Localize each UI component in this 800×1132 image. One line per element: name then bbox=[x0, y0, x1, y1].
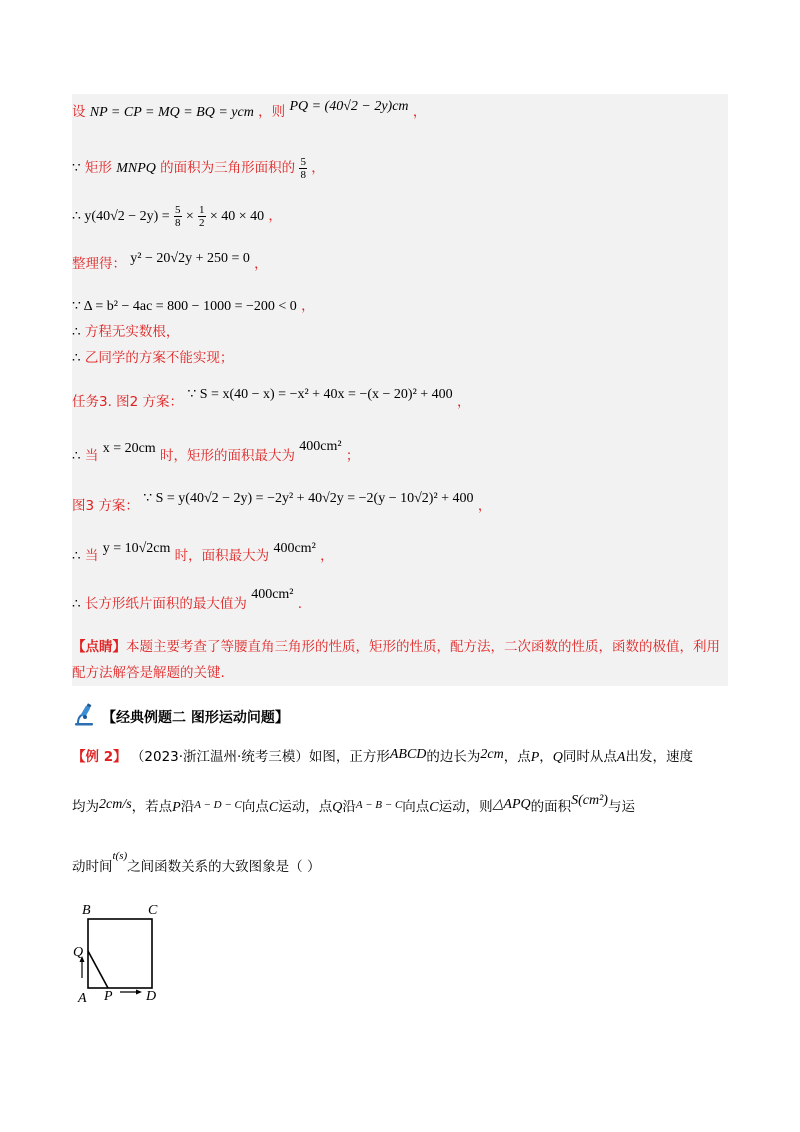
point-label: Q bbox=[552, 750, 563, 765]
therefore-symbol: ∴ bbox=[72, 448, 81, 464]
text: ，则 bbox=[258, 104, 286, 120]
point-label: Q bbox=[332, 800, 343, 815]
text: （2023·浙江温州·统考三模）如图，正方形 bbox=[130, 749, 390, 765]
numerator: 5 bbox=[175, 204, 181, 216]
square-abcd bbox=[88, 919, 152, 988]
text: 沿 bbox=[180, 799, 195, 815]
section-heading bbox=[72, 702, 289, 732]
point-label: P bbox=[530, 750, 540, 765]
math-expression: 400cm² bbox=[299, 439, 342, 454]
text: ， bbox=[320, 548, 334, 564]
text: 运动，点 bbox=[278, 799, 333, 815]
therefore-symbol: ∴ bbox=[72, 596, 81, 612]
text: 当 bbox=[84, 448, 99, 464]
text: ，若点 bbox=[131, 799, 173, 815]
numerator: 1 bbox=[199, 204, 205, 216]
because-symbol: ∵ bbox=[72, 160, 81, 176]
label-d: D bbox=[146, 989, 157, 1004]
solution-line-3 bbox=[72, 204, 282, 229]
math-expression: x = 20cm bbox=[102, 441, 156, 456]
point-label: A bbox=[616, 750, 626, 765]
math-expression: ∵ Δ = b² − 4ac = 800 − 1000 = −200 < 0 bbox=[72, 299, 297, 314]
text: 乙同学的方案不能实现； bbox=[84, 350, 234, 366]
text: 动时间 bbox=[72, 859, 113, 875]
math-expression: MNPQ bbox=[116, 161, 156, 176]
text: . bbox=[297, 596, 303, 612]
label-q: Q bbox=[73, 945, 84, 960]
solution-panel bbox=[72, 94, 728, 686]
math-expression: ∵ S = y(40√2 − 2y) = −2y² + 40√2y = −2(y − 10√2)² + 400 bbox=[143, 491, 474, 506]
label-b: B bbox=[82, 903, 91, 918]
solution-line-7 bbox=[72, 348, 233, 368]
text: 任务3. 图2 方案： bbox=[72, 394, 184, 410]
text: ， bbox=[456, 394, 471, 410]
math-expression: A − B − C bbox=[355, 799, 403, 811]
denominator: 2 bbox=[199, 217, 205, 229]
text: 当 bbox=[84, 548, 99, 564]
text: ， bbox=[539, 749, 553, 765]
text: 的面积 bbox=[530, 799, 572, 815]
text: ， bbox=[477, 498, 492, 514]
arrow-right-icon bbox=[136, 990, 142, 995]
text: 的边长为 bbox=[426, 749, 481, 765]
text: ， bbox=[311, 160, 325, 176]
therefore-symbol: ∴ bbox=[72, 548, 81, 564]
text: ，点 bbox=[503, 749, 531, 765]
text: 均为 bbox=[72, 799, 99, 815]
solution-line-9 bbox=[72, 439, 360, 467]
text: 矩形 bbox=[84, 160, 112, 176]
fraction bbox=[299, 156, 307, 181]
solution-line-4 bbox=[72, 251, 268, 275]
math-expression: 400cm² bbox=[273, 541, 316, 556]
text: 方程无实数根， bbox=[84, 324, 180, 340]
fraction bbox=[174, 204, 182, 229]
times-symbol: × bbox=[185, 209, 194, 224]
text: ； bbox=[345, 448, 360, 464]
math-expression: 2cm/s bbox=[99, 797, 132, 812]
therefore-symbol: ∴ bbox=[72, 324, 81, 340]
math-expression: A − D − C bbox=[194, 799, 242, 811]
denominator: 8 bbox=[175, 217, 181, 229]
solution-line-8 bbox=[72, 387, 471, 413]
math-expression: 2cm bbox=[480, 747, 504, 762]
problem-line-1 bbox=[72, 746, 693, 769]
text: 同时从点 bbox=[562, 749, 617, 765]
text: 向点 bbox=[241, 799, 269, 815]
math-expression: t(s) bbox=[112, 850, 128, 862]
microscope-icon bbox=[72, 703, 96, 731]
text: 沿 bbox=[342, 799, 356, 815]
solution-line-11 bbox=[72, 541, 334, 567]
text: 长方形纸片面积的最大值为 bbox=[84, 596, 247, 612]
point-label: P bbox=[172, 800, 181, 815]
square-figure bbox=[72, 898, 172, 1012]
math-expression: 400cm² bbox=[251, 587, 294, 602]
math-expression: y² − 20√2y + 250 = 0 bbox=[130, 251, 250, 266]
math-expression: PQ = (40√2 − 2y)cm bbox=[289, 99, 409, 114]
text: 与运 bbox=[607, 799, 635, 815]
label-p: P bbox=[104, 989, 113, 1004]
label-a: A bbox=[78, 991, 87, 1006]
math-expression: ABCD bbox=[389, 747, 427, 762]
math-expression: × 40 × 40 bbox=[209, 209, 265, 224]
key-point-tag: 【点睛】 bbox=[72, 639, 126, 655]
example-tag: 【例 2】 bbox=[72, 749, 127, 765]
math-expression: NP = CP = MQ = BQ = ycm bbox=[89, 105, 254, 120]
text: 时，面积最大为 bbox=[174, 548, 270, 564]
key-point-note bbox=[72, 634, 728, 686]
text: ， bbox=[412, 104, 427, 120]
key-point-text: 本题主要考查了等腰直角三角形的性质，矩形的性质，配方法，二次函数的性质，函数的极值，利用配方法解答是解题的关键. bbox=[72, 639, 720, 681]
fraction bbox=[198, 204, 206, 229]
point-label: C bbox=[429, 800, 439, 815]
math-expression: ∵ S = x(40 − x) = −x² + 40x = −(x − 20)² + 400 bbox=[187, 387, 453, 402]
text: 整理得： bbox=[72, 256, 126, 272]
numerator: 5 bbox=[300, 156, 306, 168]
solution-line-6 bbox=[72, 322, 179, 342]
text: 运动，则 bbox=[438, 799, 493, 815]
text: 出发，速度 bbox=[625, 749, 693, 765]
text: ， bbox=[268, 208, 282, 224]
text: ， bbox=[254, 256, 268, 272]
label-c: C bbox=[148, 903, 158, 918]
section-title: 【经典例题二 图形运动问题】 bbox=[102, 710, 289, 726]
therefore-symbol: ∴ bbox=[72, 350, 81, 366]
problem-line-3 bbox=[72, 850, 321, 879]
math-expression: S(cm²) bbox=[571, 793, 608, 808]
point-label: C bbox=[268, 800, 279, 815]
text: 时，矩形的面积最大为 bbox=[159, 448, 295, 464]
solution-line-1 bbox=[72, 99, 427, 123]
text: 图3 方案： bbox=[72, 498, 139, 514]
solution-line-12 bbox=[72, 587, 303, 615]
text: 向点 bbox=[402, 799, 430, 815]
denominator: 8 bbox=[300, 169, 306, 181]
math-expression: ∴ y(40√2 − 2y) = bbox=[72, 209, 170, 224]
solution-line-5 bbox=[72, 296, 315, 317]
segment-pq bbox=[88, 951, 108, 988]
problem-line-2 bbox=[72, 793, 635, 819]
text: 之间函数关系的大致图象是（ ） bbox=[127, 859, 321, 875]
text: ， bbox=[301, 298, 315, 314]
square-diagram bbox=[72, 898, 172, 1008]
text: 设 bbox=[72, 104, 86, 120]
math-expression: △APQ bbox=[492, 797, 531, 812]
solution-line-10 bbox=[72, 491, 492, 517]
math-expression: y = 10√2cm bbox=[102, 541, 171, 556]
text: 的面积为三角形面积的 bbox=[160, 160, 296, 176]
solution-line-2 bbox=[72, 156, 325, 181]
